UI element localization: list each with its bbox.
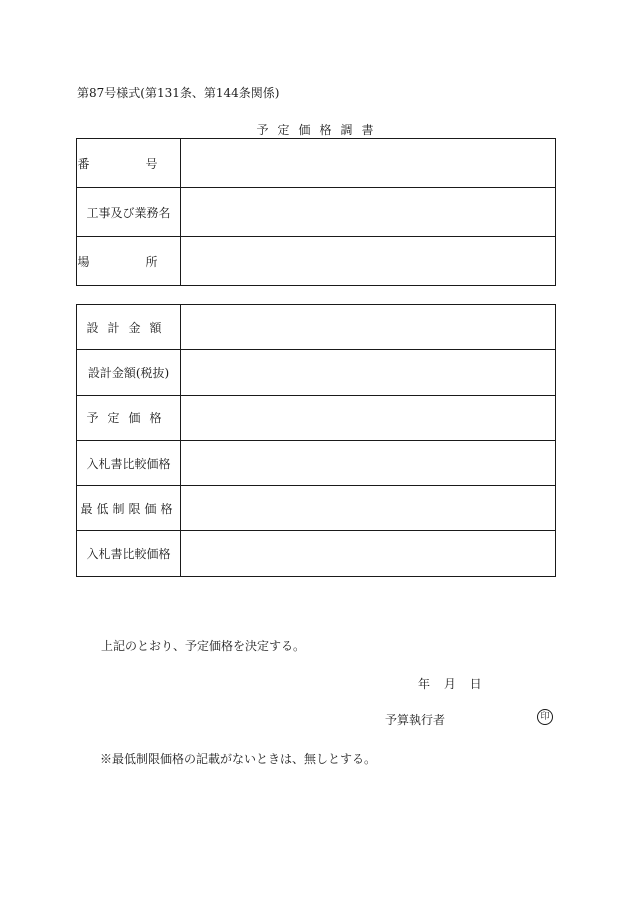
project-name-field[interactable] bbox=[181, 188, 556, 237]
design-amount-label: 設計金額 bbox=[77, 305, 181, 350]
minimum-limit-price-label: 最低制限価格 bbox=[77, 486, 181, 531]
seal-icon: 印 bbox=[537, 709, 553, 725]
footnote: ※最低制限価格の記載がないときは、無しとする。 bbox=[100, 752, 377, 766]
budget-executor-label: 予算執行者 bbox=[385, 713, 446, 727]
location-label: 場 所 bbox=[77, 237, 181, 286]
design-amount-field[interactable] bbox=[181, 305, 556, 350]
amount-table bbox=[76, 304, 556, 577]
number-label: 番 号 bbox=[77, 139, 181, 188]
bid-comparison-price-field[interactable] bbox=[181, 440, 556, 485]
table-row bbox=[77, 440, 556, 485]
date-line[interactable]: 年 月 日 bbox=[418, 677, 482, 691]
bid-comparison-price-label-2: 入札書比較価格 bbox=[77, 531, 181, 576]
table-row bbox=[77, 188, 556, 237]
number-field[interactable] bbox=[181, 139, 556, 188]
table-row bbox=[77, 139, 556, 188]
location-field[interactable] bbox=[181, 237, 556, 286]
table-row bbox=[77, 305, 556, 350]
design-amount-excl-tax-field[interactable] bbox=[181, 350, 556, 395]
project-name-label: 工事及び業務名 bbox=[77, 188, 181, 237]
table-row bbox=[77, 350, 556, 395]
table-row bbox=[77, 395, 556, 440]
project-info-table bbox=[76, 138, 556, 286]
bid-comparison-price-label: 入札書比較価格 bbox=[77, 440, 181, 485]
minimum-limit-price-field[interactable] bbox=[181, 486, 556, 531]
decision-statement: 上記のとおり、予定価格を決定する。 bbox=[101, 639, 306, 653]
table-row bbox=[77, 486, 556, 531]
table-row bbox=[77, 531, 556, 576]
bid-comparison-price-field-2[interactable] bbox=[181, 531, 556, 576]
planned-price-label: 予定価格 bbox=[77, 395, 181, 440]
table-row bbox=[77, 237, 556, 286]
form-number: 第87号様式(第131条、第144条関係) bbox=[77, 86, 280, 100]
design-amount-excl-tax-label: 設計金額(税抜) bbox=[77, 350, 181, 395]
document-title: 予定価格調書 bbox=[256, 123, 383, 137]
planned-price-field[interactable] bbox=[181, 395, 556, 440]
